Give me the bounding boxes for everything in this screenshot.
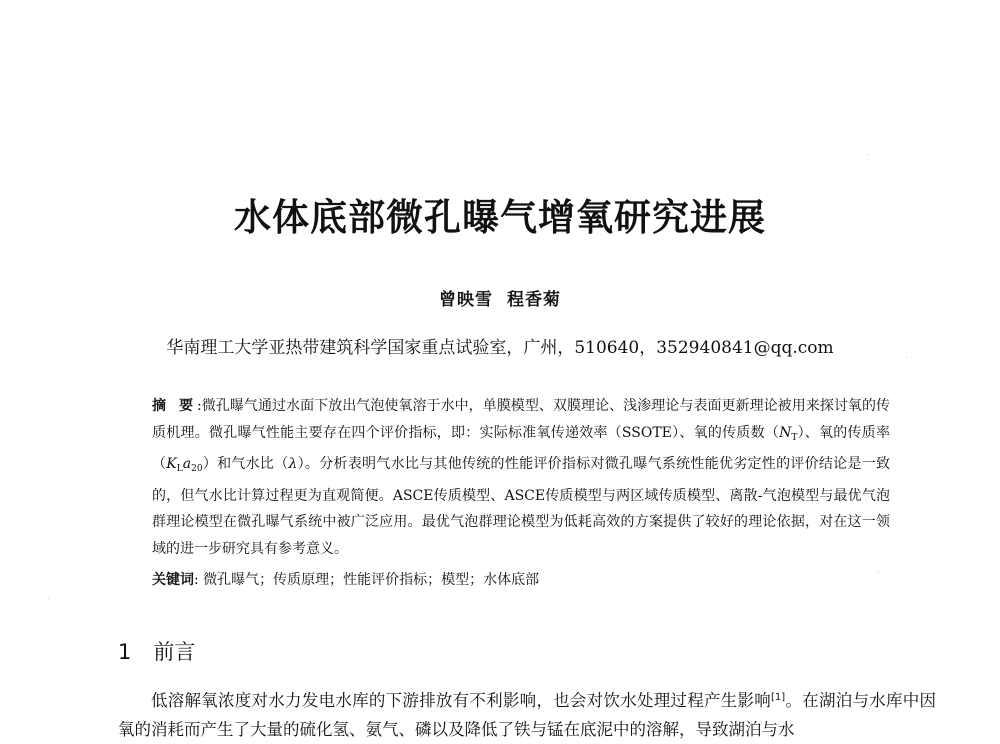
math-subscript: L [176,464,183,474]
body-text: 。在湖泊与水库中因氧的消耗而产生了大量的硫化氢、氨气、磷以及降低了铁与锰在底泥中的溶解，导致湖泊与水 [118,691,937,739]
math-subscript: 20 [191,464,203,474]
abstract-text: ）和气水比（ [202,456,289,472]
section-title: 前言 [153,640,196,664]
body-text: 低溶解氧浓度对水力发电水库的下游排放有不利影响，也会对饮水处理过程产生影响 [151,691,772,710]
paper-title: 水体底部微孔曝气增氧研究进展 [234,196,766,239]
affiliation: 华南理工大学亚热带建筑科学国家重点试验室，广州，510640，352940841@qq.com [166,338,834,358]
math-variable: K [166,456,177,472]
keywords-label: 关键词 [152,572,194,588]
section-number: 1 [118,640,132,664]
abstract-text: ）。分析表明气水比与其他传统的性能评价指标对微孔曝气系统性能优劣定性的评价结论是一致的，但气水比计算过程更为直观简便。ASCE传质模型、ASCE传质模型与两区域传质模型、离散-气泡模型与最优气泡群理论模型在微孔曝气系统中被广泛应用。最优气泡群理论模型为低耗高效的方案提供了较好的理论依据，对在这一领域的进一步研究具有参考意义。 [152,456,891,557]
math-variable: a [182,456,192,472]
abstract-text: ）、氧的传质率（ [152,424,891,472]
scan-speck [878,571,879,572]
abstract-label: 摘 要 [152,398,198,414]
scan-speck [48,598,49,599]
keywords-text: 微孔曝气；传质原理；性能评价指标；模型；水体底部 [203,572,540,588]
math-subscript: T [791,432,798,443]
body-paragraph [118,683,936,744]
keywords [152,569,890,591]
section-heading [118,636,195,666]
math-variable: λ [288,456,298,472]
author-list [0,285,1000,310]
scan-speck [868,154,869,155]
abstract-text: 微孔曝气通过水面下放出气泡使氧溶于水中，单膜模型、双膜理论、浅渗理论与表面更新理论被用来探讨氧的传质机理。微孔曝气性能主要存在四个评价指标，即：实际标准氧传递效率（SSOTE）、氧的传质数（ [152,398,890,441]
math-variable: N [779,424,792,441]
scan-speck [906,357,907,358]
abstract-colon: : [197,398,202,414]
author-name: 曾映雪 [439,290,493,310]
citation-ref: [1] [771,692,786,703]
author-name: 程香菊 [507,290,561,310]
keywords-colon: : [194,572,199,588]
abstract [152,393,890,562]
